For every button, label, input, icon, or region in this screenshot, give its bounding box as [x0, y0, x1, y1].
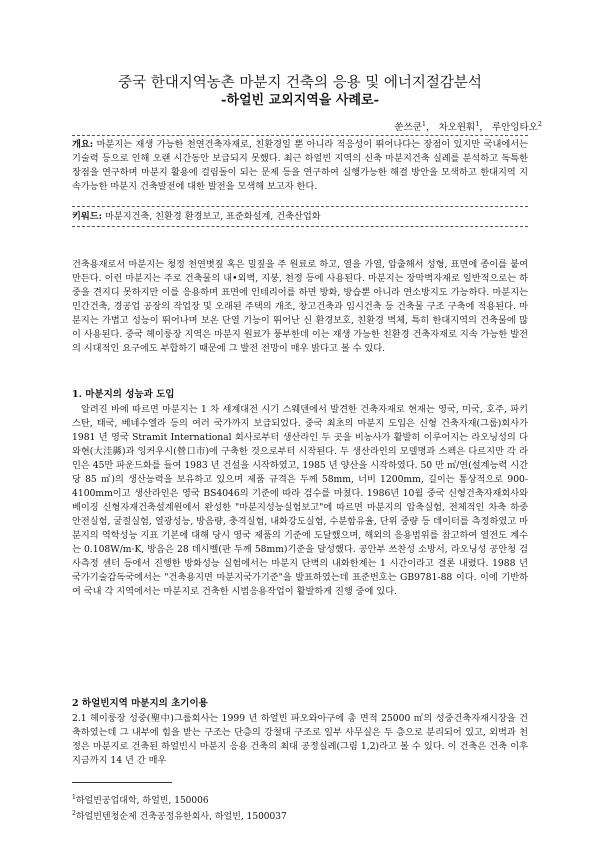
author-separator: ， — [426, 122, 436, 134]
section-2-heading: 2 하얼빈지역 마분지의 초기이용 — [72, 698, 208, 709]
author-name: 쑨쓰쿤 — [394, 122, 422, 134]
abstract-top-rule — [72, 135, 528, 136]
author-name: 루안잉타오 — [491, 122, 538, 134]
author-affiliation-mark: 1 — [421, 120, 427, 128]
footnote-text: 하얼빈공업대학, 하얼빈, 150006 — [75, 796, 209, 806]
paper-title: 중국 한대지역농촌 마분지 건축의 응용 및 에너지절감분석 — [118, 75, 482, 91]
paper-subtitle: -하얼빈 교외지역을 사례로- — [221, 93, 379, 108]
abstract-bottom-rule — [72, 206, 528, 207]
author-list — [394, 118, 542, 134]
footnote-rule — [72, 782, 172, 783]
author-separator: ， — [479, 122, 489, 134]
keywords — [72, 210, 528, 223]
footnote — [72, 792, 209, 807]
section-2-text: 2.1 헤이룽장 성중(聖中)그룹회사는 1999 년 하얼빈 파오와아구에 총 면적 25000 ㎡의 성중건축자재시장을 건축하였는데 그 내부에 힘을 받는 구조는 단층의 강철대 구조로 일부 사무실은 두 층으로 분리되어 있고, 외벽과 천정은 마분지로 건축된 하얼빈시 마분지 응용 건축의 최대 공정실례(그림 1,2)라고 볼 수 있다. 이 건축은 건축 이후 지금까지 14 년 간 매우 — [72, 713, 528, 766]
abstract-text: 마분지는 재생 가능한 천연건축자재로, 친환경일 뿐 아니라 적응성이 뛰어나다는 장점이 있지만 국내에서는 기술력 등으로 인해 오랜 시간동안 보급되지 못했다. 최근 하얼빈 지역의 신축 마분지건축 실례를 분석하고 독특한 장점을 연구하며 마분지 활용에 걸림돌이 되는 문제 등을 연구하여 실행가능한 해결 방안을 모색하고 한대지역 지속가능한 마분지 건축발전에 대한 발전을 모색해 보고자 한다. — [72, 139, 528, 192]
author-name: 차오윈훠 — [438, 122, 476, 134]
footnote — [72, 808, 287, 823]
keywords-bottom-rule — [72, 226, 528, 227]
abstract-label: 개요: — [72, 139, 94, 150]
intro-paragraph: 건축용재로서 마분지는 청정 천연볏짚 혹은 밀짚을 주 원료로 하고, 열을 가열, 압출해서 성형, 표면에 종이를 붙여 만든다. 이런 마분지는 주로 건축물의 내•외벽, 지붕, 천정 등에 사용된다. 마분지는 장막벽자재로 일반적으로는 하중을 견지디 못하지만 이를 응용하며 표면에 인테리어를 하면 방화, 방습뿐 아니라 연소방지도 가능하다. 마분지는 민간건축, 경공업 공장의 작업장 및 오래된 주택의 개조, 창고건축과 임시건축 등 건축물 구조 구축에 적용된다. 마분지는 가볍고 성능이 뛰어나며 보온 단열 기능이 뛰어난 신 환경보호, 친환경 벽체, 특히 한대지역의 건축물에 많이 사용된다. 중국 헤이룽장 지역은 마분지 원료가 풍부한데 이는 재생 가능한 친환경 건축자재로 지속 가능한 발전의 시대적인 요구에도 부합하기 때문에 그 발전 전망이 매우 밝다고 볼 수 있다. — [72, 259, 528, 354]
author-affiliation-mark: 1 — [475, 120, 480, 128]
section-1-heading: 1. 마분지의 성능과 도입 — [72, 389, 175, 400]
section-1-text: 알려진 바에 따르면 마분지는 1 차 세계대전 시기 스웨덴에서 발견한 건축자재로 현재는 영국, 미국, 호주, 파키스탄, 태국, 베네수엘라 등의 여러 국가까지 보급되었다. 중국 최초의 마분지 도입은 신형 건축자재(그룹)회사가 1981 년 영국 Stramit International 회사로부터 생산라인 두 곳을 비농사가 활발히 이루어지는 라오닝성의 다 와현(大洼縣)과 잉커우시(營口市)에 구축한 것으로부터 시작된다. 두 생산라인의 모델명과 스펙은 다르지만 각 라인은 45만 파운드화를 들여 1983 년 건설을 시작하였고, 1985 년 양산을 시작하였다. 50 만 ㎡/연(설계능력 시간 당 85 ㎡)의 생산능력을 보유하고 있으며 제품 규격은 두께 58mm, 너비 1200mm, 길이는 통상적으로 900-4100mm이고 생산라인은 영국 BS4046의 기준에 따라 검수를 마쳤다. 1986년 10월 중국 신형건축자재회사와 베이징 신형자재건축설계원에서 완성한 "마분지성능실험보고"에 따르면 마분지의 압축실험, 전체적인 차축 하중 안전실험, 굴절실험, 열광성능, 방음량, 충격실험, 내화강도실험, 수분함유율, 단위 중량 등 데이터를 측정하였고 마분지의 역학성능 지표 기본에 대해 당시 영국 제품의 기준에 도달했으며, 해외의 응용범위를 참고하여 열전도 계수는 0.108W/m·K, 방음은 28 데시벨(판 두께 58mm)기준을 달성했다. 공안부 쓰찬성 소방서, 라오닝성 공안청 검사측정 센터 등에서 진행한 방화성능 실험에서는 마분지 단벽의 내화한계는 1 시간이라고 결론 내렸다. 1988 년 국가기술감독국에서는 "건축용지면 마분지국가기준"을 발표하였는데 표준번호는 GB9781-88 이다. 이에 기반하여 국내 각 지역에서는 마분지로 건축한 시범응용작업이 활발하게 진행 중에 있다. — [72, 404, 528, 597]
footnote-text: 하얼빈텐청순제 건축공정유한회사, 하얼빈, 1500037 — [75, 812, 287, 822]
footnote-mark: 2 — [72, 810, 76, 817]
abstract — [72, 138, 528, 194]
keywords-text: 마분지건축, 친환경 환경보고, 표준화설계, 건축산업화 — [102, 211, 321, 222]
footnote-mark: 1 — [72, 794, 76, 801]
keywords-label: 키워드: — [72, 211, 103, 222]
author-affiliation-mark: 2 — [537, 120, 542, 128]
